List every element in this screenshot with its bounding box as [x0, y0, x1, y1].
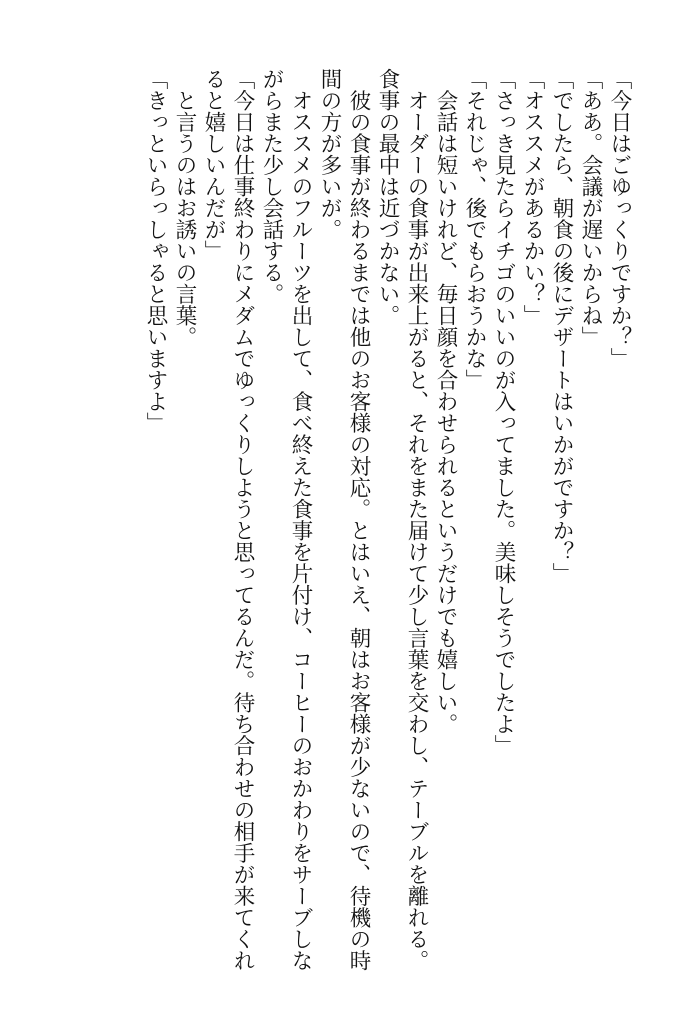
text-line: 間の方が多いが。 [317, 68, 342, 240]
text-line: 「ああ。会議が遅いからね」 [578, 68, 603, 348]
text-line: 「それじゃ、後でもらおうかな」 [462, 68, 487, 391]
text-line: オーダーの食事が出来上がると、それをまた届けて少し言葉を交わし、テーブルを離れる。 [404, 68, 429, 971]
text-line: オススメのフルーツを出して、食べ終えた食事を片付け、コーヒーのおかわりをサーブしな [288, 68, 313, 971]
text-line: 会話は短いけれど、毎日顔を合わせられるというだけでも嬉しい。 [433, 68, 458, 735]
text-line: 「オススメがあるかい？」 [520, 68, 545, 326]
text-line: ると嬉しいんだが」 [201, 68, 226, 262]
text-line: 彼の食事が終わるまでは他のお客様の対応。とはいえ、朝はお客様が少ないので、待機の時 [346, 68, 371, 971]
text-line: 「今日は仕事終わりにメダムでゆっくりしようと思ってるんだ。待ち合わせの相手が来てくれ [230, 68, 255, 971]
text-line: がらまた少し会話する。 [259, 68, 284, 305]
text-line: 「きっといらっしゃると思いますよ」 [143, 68, 168, 434]
text-line: 食事の最中は近づかない。 [375, 68, 400, 326]
vertical-text-body [141, 68, 634, 971]
text-line: と言うのはお誘いの言葉。 [172, 68, 197, 348]
text-line: 「今日はごゆっくりですか？」 [607, 68, 632, 369]
text-line: 「さっき見たらイチゴのいいのが入ってました。美味しそうでしたよ」 [491, 68, 516, 756]
text-line: 「でしたら、朝食の後にデザートはいかがですか？」 [549, 68, 574, 584]
